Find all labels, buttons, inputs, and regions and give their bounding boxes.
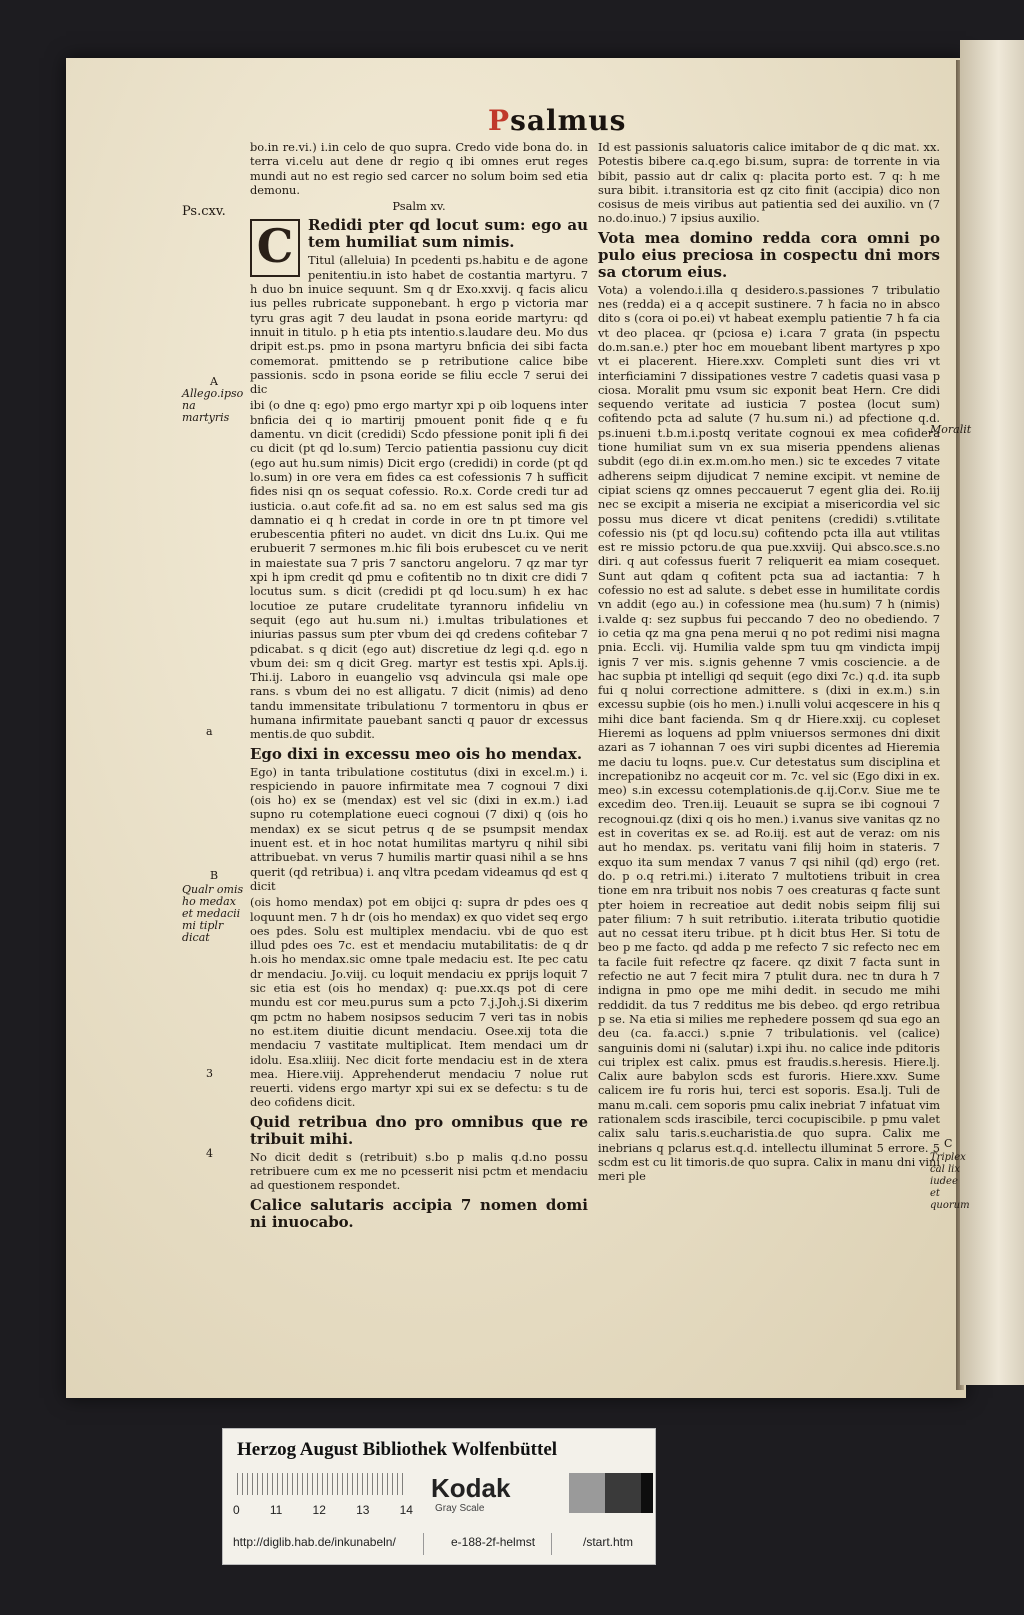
margin-note-qualr: Qualr omis ho medax et medacii mi tiplr dicat bbox=[182, 883, 244, 944]
header-title: salmus bbox=[510, 104, 627, 137]
url-divider bbox=[551, 1533, 552, 1555]
psalm-label: Psalm xv. bbox=[392, 199, 446, 214]
right-text-column bbox=[598, 140, 940, 1185]
verse-mark-4: 4 bbox=[206, 1147, 213, 1160]
commentary-paragraph: Ego) in tanta tribulatione costitutus (dixi in excel.m.) i. respiciendo in pauore infirmitate mea 7 cognoui 7 dixi (ois ho) ex se (mendax) est vel sic (dixi in ex.m.) i.ad supno ru cotemplatione eueci cognoui (7 dixi) q (ois ho mendax) ex se sicut petrus q de se psumpsit mendax inuent est. et in hoc notat humilitas martyru q nihil sibi attribuebat. vn verus 7 humilis martir quasi nihil a se hns querit (qd retribua) i. anq vltra pcedam videamus qd est q dicit bbox=[250, 764, 588, 893]
verse-mark-3: 3 bbox=[206, 1067, 213, 1080]
margin-note-moral: Moralit bbox=[930, 423, 972, 436]
commentary-paragraph: (ois homo mendax) pot em obijci q: supra dr pdes oes q loquunt men. 7 h dr (ois ho mendax) ex quo videt seq ergo oes pdes. Solu est multiplex mendaciu. vbi de quo est illud pdes oes 7c. est et mendaciu mutabilitatis: de q dr h.ois ho mendax.sic omne tpale medaciu est. Ite pec catu dr mendaciu. Jo.viij. cu loquit mendaciu ex pprijs loquit 7 sic etia est (ois ho mendax) q: pue.xx.qs pot di cere mundu est cor meu.purus sum a pcto 7.j.Joh.j.Si dixerim qm pctm no habem nosipsos seducim 7 veri tas in nobis no est.item diuitie dicunt mendaciu. Osee.xij tota die mendaciu 7 vastitate multiplicat. Item mendaci um dr idolu. Esa.xliiij. Nec dicit forte mendaciu est in de xtera mea. Hiere.viij. Apprehenderut mendaciu 7 nolue rut reuerti. videns ergo martyr xpi sui ex se defectu: s tu de deo cofidens dicit. bbox=[250, 895, 589, 1110]
facing-page-edge bbox=[960, 40, 1024, 1385]
header-initial: P bbox=[488, 104, 511, 137]
url-divider bbox=[423, 1533, 424, 1555]
verse-quid-retribuam: Quid retribua dno pro omnibus que re tribuit mihi. bbox=[250, 1112, 588, 1148]
verse-calicem: Calice salutaris accipia 7 nomen domi ni inuocabo. bbox=[250, 1195, 588, 1231]
grayscale-label: Gray Scale bbox=[435, 1503, 485, 1514]
intro-paragraph: bo.in re.vi.) i.in celo de quo supra. Credo vide bona do. in terra vi.celu aut dene dr regio q ibi omnes erut reges mundi aut no est regio sed carcer no solum boim sed etia demonu. bbox=[250, 140, 588, 197]
commentary-paragraph: Titul (alleluia) In pcedenti ps.habitu e de agone penitentiu.in isto habet de costantia martyru. 7 h duo bn inuice sequunt. Sm q dr Exo.xxvij. q facis alicu ius pelles rubricate supponebant. h ergo p victoria mar tyru gras agit 7 deu laudat in psona eoride martyru: qd innuit in titulo. p h etia pts intentio.s.laudare deu. Mo dus dripit est.ps. pmo in psona martyru bnficia dei sibi facta comemorat. pmittendo se p retributione calice bibe passionis. scdo in psona eoride se filiu eccle 7 serui dei dic bbox=[250, 253, 588, 397]
commentary-paragraph: Vota) a volendo.i.illa q desidero.s.passiones 7 tribulatio nes (redda) ei a q accepit sustinere. 7 h facia no in absco dito s (cora oi po.ei) vt habeat exemplu patientie 7 h fa cia vt deo placea. qr (pciosa e) i.cara 7 grata (in pspectu do.m.san.e.) pter hoc em mouebant libent martyres p xpo vt ei placerent. Hiere.xxv. Completi sunt dies vri vt interficiamini 7 dissipationes vestre 7 cadetis quasi vasa p ciosa. Moralit pmu vsum sic exponit beat Hern. Cre didi sequendo veritate ad iusticia 7 postea (locut sum) cofitendo pcta ad salute (7 hu.sum ni.) ad pfectione q.d. ps.inueni t.b.m.i.postq veritate cognoui ex mea cofidera tione humiliat sum vn ex sua miseria ppendens alienas subdit (ego di.in ex.m.om.ho men.) sic te excedes 7 vitate adherens seipm dijudicat 7 nemine excipit. vt nemine de cipiat sciens qz omnes peccauerut 7 egent glia dei. Ro.iij nec se excipit a miseria ne excipiat a misericordia vel sic possu mus dicere vt dicat penitens (credidi) s.vtilitate cofessio nis (pt qd locu.su) cofitendo pcta illa aut vtilitas est re missio pctoru.de qua pue.xxviij. Qui absco.sce.s.no diri. q aut cofessus fuerit 7 reliquerit ea miam cosequet. Sunt aut qdam q cofitent pcta sua ad iactantia: 7 h cofessio no est ad salute. s debet esse in humilitate cordis vn addit (ego au.) in cofessione mea (hu.sum) 7 h (nimis) i.valde q: sez supbus fui peccando 7 deo no obediendo. 7 io cetia qz ma gna pena merui q no pot redimi nisi magna pnia. Eccli. vij. Humilia valde spm tuu qm vindicta impij ignis 7 ver mis. s.ignis gehenne 7 vmis cosciencie. a de hac supbia pt intelligi qd sequit (ego dixi 7c.) q.d. ita supb fui q nolui correctione admittere. s (dixi in ex.m.) s.in excessu supbie (ois ho men.) i.nulli volui acqescere in his q mihi dice bant facienda. Sm q dr Hiere.xxij. cu copleset Hieremi as loquens ad pplm vniuersos sermones dni dixit azari as 7 iohannan 7 oes viri supbi dicentes ad Hieremia me daciu tu loqns. pue.v. Cur detestatus sum disciplina et increpationibz no acqeuit cor m. 7c. vel sic (Ego dixi in ex. meo) s.in excessu cotemplationis.de q.ij.Cor.v. Siue me te excedim deo. Tren.iij. Leuauit se supra se ibi cognoui 7 recognoui.qz (dixi q ois ho men.) i.vanus sive vanitas qz no est in coveritas ex se. ad Ro.iij. est aut de veraz: om nis aut ho mendax. ps. veritatu vani filij hoim in stateris. 7 exquo ita sum mendax 7 vanus 7 qsi nihil (qd) ergo (ret. do. p o.q retri.mi.) i.iterato 7 multotiens tribuit in crea tione em nra tribuit nos nobis 7 oes creaturas q facte sunt pter hoiem in recreatioe aut dedit nobis seipm filij sui pater filium: 7 h suit retributio. i.iterata tributio quotidie aut no cessat iteru tribue. pt h dicit btus Her. Si totu de beo p me facto. qd adda p me refecto 7 sic refecto nec em ta facile fuit refectre qz facere. qz dixit 7 facta sunt in refectio ne aut 7 fecit mira 7 ptulit dura. nec tn dura h 7 indigna in pmo ope me mihi dedit. in secudo me mihi reddidit. da tus 7 redditus me bis debeo. qd ergo retribua p se. Na etia si milies me rephedere possem qd sua ego an deu (ca. fa.acci.) s.pnie 7 tribulationis. vel (calice) sanguinis domi ni (salutar) i.xpi ihu. no calice inde pditoris cui triplex est calix. pmus est fraudis.s.heresis. Hiere.lj. Calix aure babylon scds est furoris. Hiere.xxv. Sume calicem ire fu roris hui, terci est soporis. Esa.lj. Tuli de manu m.cali. cem soporis pmu calix inebriat 7 infatuat vim rationalem scds irascibile, terci cocupiscibile. p pmu valet calix salu taris.s.eucharistia.de quo supra. Calix me inebrians q pclarus est.q.d. intellectu illuminat 5 errore. 5 scdm est cu lit timoris.de quo supra. Calix in manu dni vini meri ple bbox=[598, 282, 940, 1184]
left-text-column bbox=[250, 140, 588, 1233]
ruler-number: 11 bbox=[269, 1503, 283, 1517]
commentary-paragraph: ibi (o dne q: ego) pmo ergo martyr xpi p oib loquens inter bnficia dei q io martirij pmouent ponit fide q e fu damentu. vn dicit (credidi) Scdo pfessione ponit ipli fi dei cu dicit (pt qd lo.sum) Tercio patientia passionu cuy dicit (ego aut hu.sum nimis) Dicit ergo (credidi) in corde (pt qd lo.sum) in ore vera em fides ca est cofessionis 7 h sufficit fides nisi qn os sequat cofessio. Ro.x. Corde credi tur ad iusticia. o.aut cofe.fit ad sa. no em est salus sed ma gis damnatio ei q h credat in corde in ore tn pt timore vel erubescentia pfiteri no audet. vn dicit dns Lu.ix. Qui me erubuerit 7 sermones m.hic fili bois erubescet cu ve nerit in maiestate sua 7 pris 7 sanctoru angeloru. 7 qz mar tyr xpi h ipm credit qd pmu e cofitentib no tn dixit cre didi 7 locutus sum. s dicit (credidi pt qd locu.sum) h ex hac locutioe ze putare crudelitate tyrannoru infideliu vn sequit (ego aut hu.sum ni.) i.multas tribulationes et iniurias passus sum pter vbum dei qd credens cofitebar 7 pdicabat. s q dicit (ego aut) discretiue dz legi q.d. ego n vbum dei: sm q dicit Greg. martyr est testis xpi. Apls.ij. Thi.ij. Laboro in euangelio vsq advincula qsi male ope rans. s vbum dei no est alligatu. 7 dicit (nimis) ad deno tandu immensitate tribulationu 7 tormentoru in qbus er humana infirmitate pauebant sancti q pauor dr excessus mentis.de quo subdit. bbox=[250, 398, 588, 742]
margin-letter-c: C bbox=[944, 1137, 953, 1150]
ruler-number: 14 bbox=[399, 1503, 413, 1517]
color-target-card bbox=[222, 1428, 656, 1565]
margin-note-allego: Allego.ipso na martyris bbox=[182, 387, 244, 424]
margin-note-triplex: Triplex cal lix iudee et quorum bbox=[930, 1152, 970, 1211]
gray-swatch-black bbox=[641, 1473, 653, 1513]
verse-ego-dixi: Ego dixi in excessu meo ois ho mendax. bbox=[250, 744, 583, 763]
running-header bbox=[488, 104, 626, 137]
verse-credidi: Redidi pter qd locut sum: ego au tem humiliat sum nimis. bbox=[308, 216, 588, 252]
gray-swatch-dark bbox=[605, 1473, 641, 1513]
margin-letter-b: B bbox=[210, 869, 219, 882]
margin-psalm-number: Ps.cxv. bbox=[182, 204, 226, 219]
commentary-paragraph: No dicit dedit s (retribuit) s.bo p malis q.d.no possu retribuere cum ex me no pcesserit nisi pctm et mendaciu ad questionem respondet. bbox=[250, 1149, 588, 1193]
ruler-number: 12 bbox=[312, 1503, 326, 1517]
ruler-number: 13 bbox=[356, 1503, 370, 1517]
gray-swatch-light bbox=[569, 1473, 605, 1513]
verse-mark-a: a bbox=[206, 725, 213, 738]
library-name: Herzog August Bibliothek Wolfenbüttel bbox=[237, 1439, 558, 1460]
margin-letter-a: A bbox=[210, 375, 218, 388]
ruler-number: 0 bbox=[233, 1503, 240, 1517]
url-suffix: /start.htm bbox=[583, 1535, 634, 1549]
verse-vota-mea: Vota mea domino redda cora omni po pulo eius preciosa in cospectu dni mors sa ctorum eius. bbox=[598, 228, 940, 281]
url-id: e-188-2f-helmst bbox=[451, 1535, 536, 1549]
commentary-paragraph: Id est passionis saluatoris calice imitabor de q dic mat. xx. Potestis bibere ca.q.ego bi.sum, supra: de torrente in via bibit, passio aut dr calix q: placita porto est. 7 q: h me sura bibit. i.transitoria est qz cito finit (accipia) dico non cosisus de meis viribus aut patientia sed dei auxilio. vn (7 no.do.inuo.) 7 ipsius auxilio. bbox=[598, 140, 940, 226]
drop-cap: C bbox=[250, 219, 300, 277]
kodak-logo: Kodak bbox=[431, 1473, 511, 1503]
ruler-numbers bbox=[233, 1503, 413, 1517]
ruler-scale bbox=[237, 1473, 405, 1495]
url-prefix: http://diglib.hab.de/inkunabeln/ bbox=[233, 1535, 396, 1549]
